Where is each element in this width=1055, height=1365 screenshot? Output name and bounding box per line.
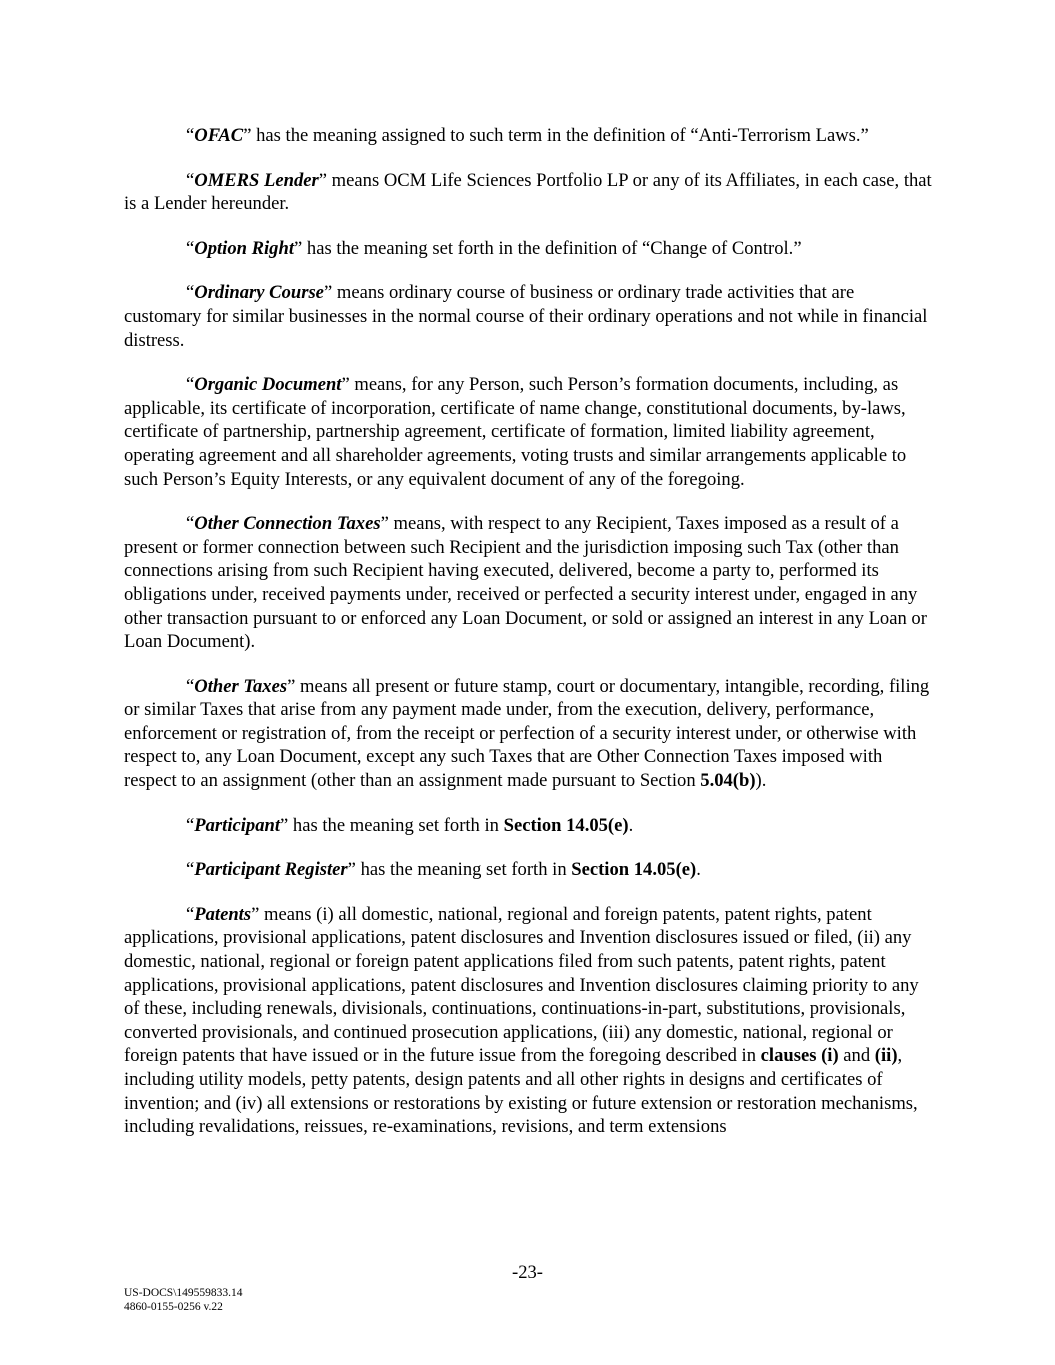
footer-version-id: 4860-0155-0256 v.22 [124, 1301, 223, 1313]
definition-text: and [838, 1045, 875, 1067]
document-body [124, 124, 932, 1160]
definition-text: has the meaning set forth in [355, 859, 572, 881]
definition-text: ). [755, 770, 767, 792]
definition-paragraph: “Ordinary Course” means ordinary course of business or ordinary trade activities that are customary for similar businesses in the normal course of their ordinary operations and not while in financial distress. [124, 282, 928, 351]
definition-text: . [628, 814, 634, 836]
definition-text: has the meaning set forth in [288, 814, 504, 836]
cross-reference: clauses (i) [760, 1045, 839, 1067]
definition-text: has the meaning set forth in the definition of “Change of Control.” [302, 237, 802, 259]
definition-paragraph: “Participant” has the meaning set forth in Section 14.05(e). [186, 814, 634, 836]
definition-paragraph: “OFAC” has the meaning assigned to such term in the definition of “Anti-Terrorism Laws.” [186, 125, 869, 146]
definition-paragraph: “Participant Register” has the meaning set forth in Section 14.05(e). [186, 859, 701, 881]
page-number: -23- [512, 1262, 543, 1283]
definition-paragraph: “Other Taxes” means all present or future stamp, court or documentary, intangible, recording, filing or similar Taxes that arise from any payment made under, from the execution, delivery, performance, enforcement or registration of, from the receipt or perfection of a security interest under, or otherwise with respect to, any Loan Document, except any such Taxes that are Other Connection Taxes imposed with respect to an assignment (other than an assignment made pursuant to Section 5.04(b)). [124, 675, 930, 792]
definition-text: means (i) all domestic, national, regional and foreign patents, patent rights, patent applications, provisional applications, patent disclosures and Invention disclosures issued or filed, (ii) any domestic, national, regional or foreign patent applications filed from such patents, patent rights, patent applications, provisional applications, patent disclosures and Invention disclosures claiming priority to any of these, including renewals, divisionals, continuations, continuations-in-part, substitutions, provisionals, converted provisionals, and continued prosecution applications, (iii) any domestic, national, regional or foreign patents that have issued or in the future issue from the foregoing described in [124, 903, 919, 1067]
definitions-list [124, 124, 932, 1139]
defined-term: Participant Register [194, 859, 348, 881]
definition-text: means ordinary course of business or ordinary trade activities that are customary for similar businesses in the normal course of their ordinary operations and not while in financial distress. [124, 282, 928, 351]
definition-paragraph: “Other Connection Taxes” means, with respect to any Recipient, Taxes imposed as a result of a present or former connection between such Recipient and the jurisdiction imposing such Tax (other than connections arising from such Recipient having executed, delivered, become a party to, performed its obligations under, received payments under, received or perfected a security interest under, engaged in any other transaction pursuant to or enforced any Loan Document, or sold or assigned an interest in any Loan or Loan Document). [124, 513, 927, 653]
definition-text: means, with respect to any Recipient, Taxes imposed as a result of a present or former connection between such Recipient and the jurisdiction imposing such Tax (other than connections arising from such Recipient having executed, delivered, become a party to, performed its obligations under, received payments under, received or perfected a security interest under, engaged in any other transaction pursuant to or enforced any Loan Document, or sold or assigned an interest in any Loan or Loan Document). [124, 513, 927, 653]
footer-document-ids [124, 1286, 243, 1314]
cross-reference: Section 14.05(e) [571, 859, 697, 881]
defined-term: Option Right [194, 237, 294, 259]
defined-term: Ordinary Course [194, 282, 324, 304]
defined-term: OFAC [194, 125, 244, 146]
definition-paragraph: “Organic Document” means, for any Person, such Person’s formation documents, including, as applicable, its certificate of incorporation, certificate of name change, constitutional documents, by-laws, certificate of partnership, partnership agreement, certificate of formation, limited liability agreement, operating agreement and all shareholder agreements, voting trusts and similar arrangements applicable to such Person’s Equity Interests, or any equivalent document of any of the foregoing. [124, 374, 907, 490]
defined-term: OMERS Lender [194, 169, 319, 191]
defined-term: Participant [194, 814, 281, 836]
defined-term: Patents [194, 903, 252, 925]
cross-reference: (ii) [874, 1045, 898, 1067]
definition-text: means OCM Life Sciences Portfolio LP or any of its Affiliates, in each case, that is a Lender hereunder. [124, 169, 932, 215]
definition-paragraph: “Option Right” has the meaning set forth in the definition of “Change of Control.” [186, 237, 802, 259]
definition-paragraph: “Patents” means (i) all domestic, national, regional and foreign patents, patent rights, patent applications, provisional applications, patent disclosures and Invention disclosures issued or filed, (ii) any domestic, national, regional or foreign patent applications filed from such patents, patent rights, patent applications, provisional applications, patent disclosures and Invention disclosures claiming priority to any of these, including renewals, divisionals, continuations, continuations-in-part, substitutions, provisionals, converted provisionals, and continued prosecution applications, (iii) any domestic, national, regional or foreign patents that have issued or in the future issue from the foregoing described in clauses (i) and (ii), including utility models, petty patents, design patents and all other rights in designs and certificates of invention; and (iv) all extensions or restorations by existing or future extension or restoration mechanisms, including revalidations, reissues, re-examinations, revisions, and term extensions [124, 903, 919, 1138]
definition-text: , including utility models, petty patents, design patents and all other rights in designs and certificates of invention; and (iv) all extensions or restorations by existing or future extension or restoration mechanisms, including revalidations, reissues, re-examinations, revisions, and term extensions [124, 1045, 918, 1138]
defined-term: Other Taxes [194, 675, 288, 697]
footer-doc-id: US-DOCS\149559833.14 [124, 1287, 243, 1299]
defined-term: Organic Document [194, 374, 342, 396]
definition-text: has the meaning assigned to such term in the definition of “Anti-Terrorism Laws.” [251, 125, 869, 146]
definition-text: . [696, 859, 701, 881]
cross-reference: Section 14.05(e) [503, 814, 629, 836]
definition-text: means all present or future stamp, court or documentary, intangible, recording, filing or similar Taxes that arise from any payment made under, from the execution, delivery, performance, enforcement or registration of, from the receipt or perfection of a security interest under, or otherwise with respect to, any Loan Document, except any such Taxes that are Other Connection Taxes imposed with respect to an assignment (other than an assignment made pursuant to Section [124, 675, 930, 792]
definition-paragraph: “OMERS Lender” means OCM Life Sciences Portfolio LP or any of its Affiliates, in each case, that is a Lender hereunder. [124, 169, 932, 215]
defined-term: Other Connection Taxes [194, 513, 381, 535]
cross-reference: 5.04(b) [700, 770, 756, 792]
definition-text: means, for any Person, such Person’s formation documents, including, as applicable, its certificate of incorporation, certificate of name change, constitutional documents, by-laws, certificate of partnership, partnership agreement, certificate of formation, limited liability agreement, operating agreement and all shareholder agreements, voting trusts and similar arrangements applicable to such Person’s Equity Interests, or any equivalent document of any of the foregoing. [124, 374, 907, 490]
